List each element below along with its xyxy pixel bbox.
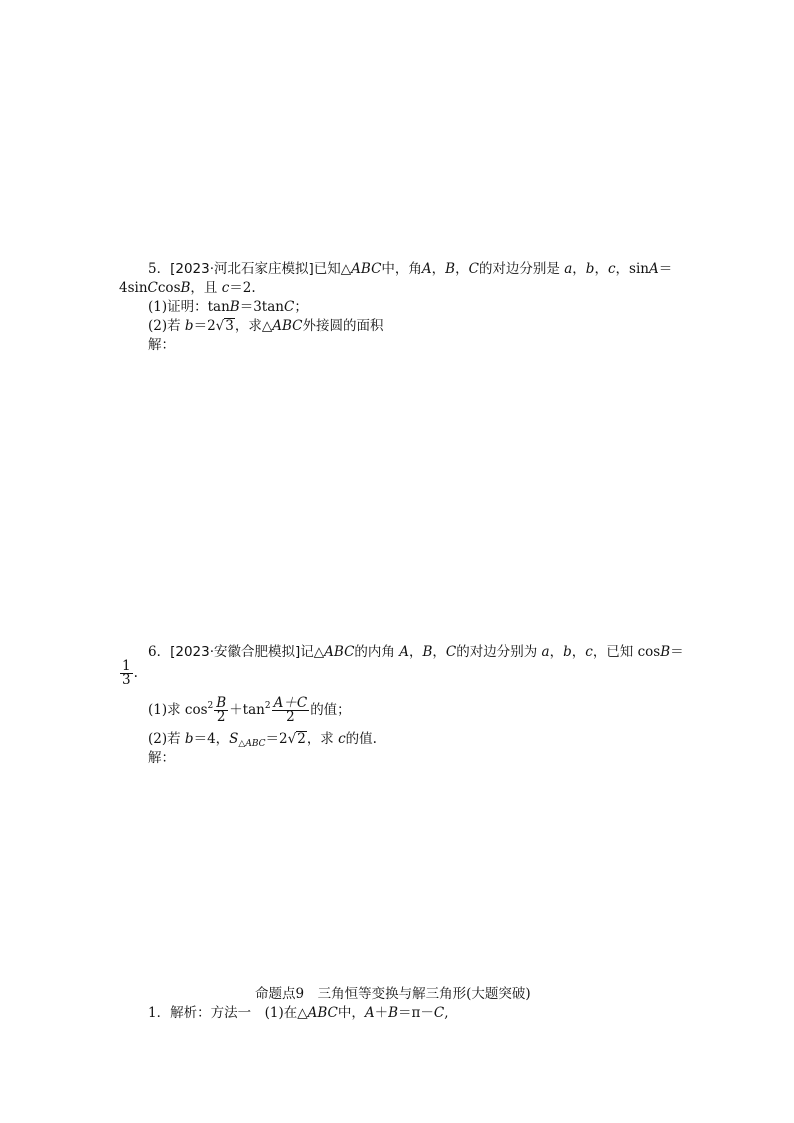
sqrt-symbol: √2 bbox=[287, 731, 306, 747]
sqrt-symbol: √3 bbox=[215, 318, 234, 334]
problem6-line2: $\frac{1}{3}$ . bbox=[122, 658, 138, 688]
problem6-line1: 6．[2023·安徽合肥模拟]记△ABC的内角 A，B，C的对边分别为 a，b，c，已知 cosB＝ bbox=[148, 644, 684, 660]
section-title: 命题点9 三角恒等变换与解三角形(大题突破) bbox=[255, 986, 531, 1002]
fraction-one-third: $\frac{1}{3}$ bbox=[122, 658, 131, 688]
problem5-answer-label: 解： bbox=[148, 337, 175, 353]
problem5-part2: (2)若 b＝2√3，求△ABC外接圆的面积 bbox=[148, 318, 384, 334]
problem6-part2: (2)若 b＝4，$S_{\triangle ABC}=2√2$，求 c的值. bbox=[148, 731, 377, 749]
problem5-line2: 4sinCcosB，且 c＝2. bbox=[119, 280, 256, 296]
solution1-line1: 1．解析：方法一 (1)在△ABC中，A＋B＝π－C, bbox=[148, 1005, 449, 1021]
problem6-part1: (1)求 $\cos^2$ $\frac{B}{2}$ $+\tan^2$ $\frac{A+C}{2}$ 的值； bbox=[148, 695, 351, 725]
fraction-b-over-2: $\frac{B}{2}$ bbox=[216, 695, 227, 725]
problem6-answer-label: 解： bbox=[148, 750, 175, 766]
fraction-a-plus-c-over-2: $\frac{A+C}{2}$ bbox=[273, 695, 308, 725]
problem5-part1: (1)证明：tanB＝3tanC； bbox=[148, 299, 308, 315]
problem5-line1: 5．[2023·河北石家庄模拟]已知△ABC中，角A，B，C的对边分别是 a，b，c，sinA＝ bbox=[148, 261, 673, 277]
